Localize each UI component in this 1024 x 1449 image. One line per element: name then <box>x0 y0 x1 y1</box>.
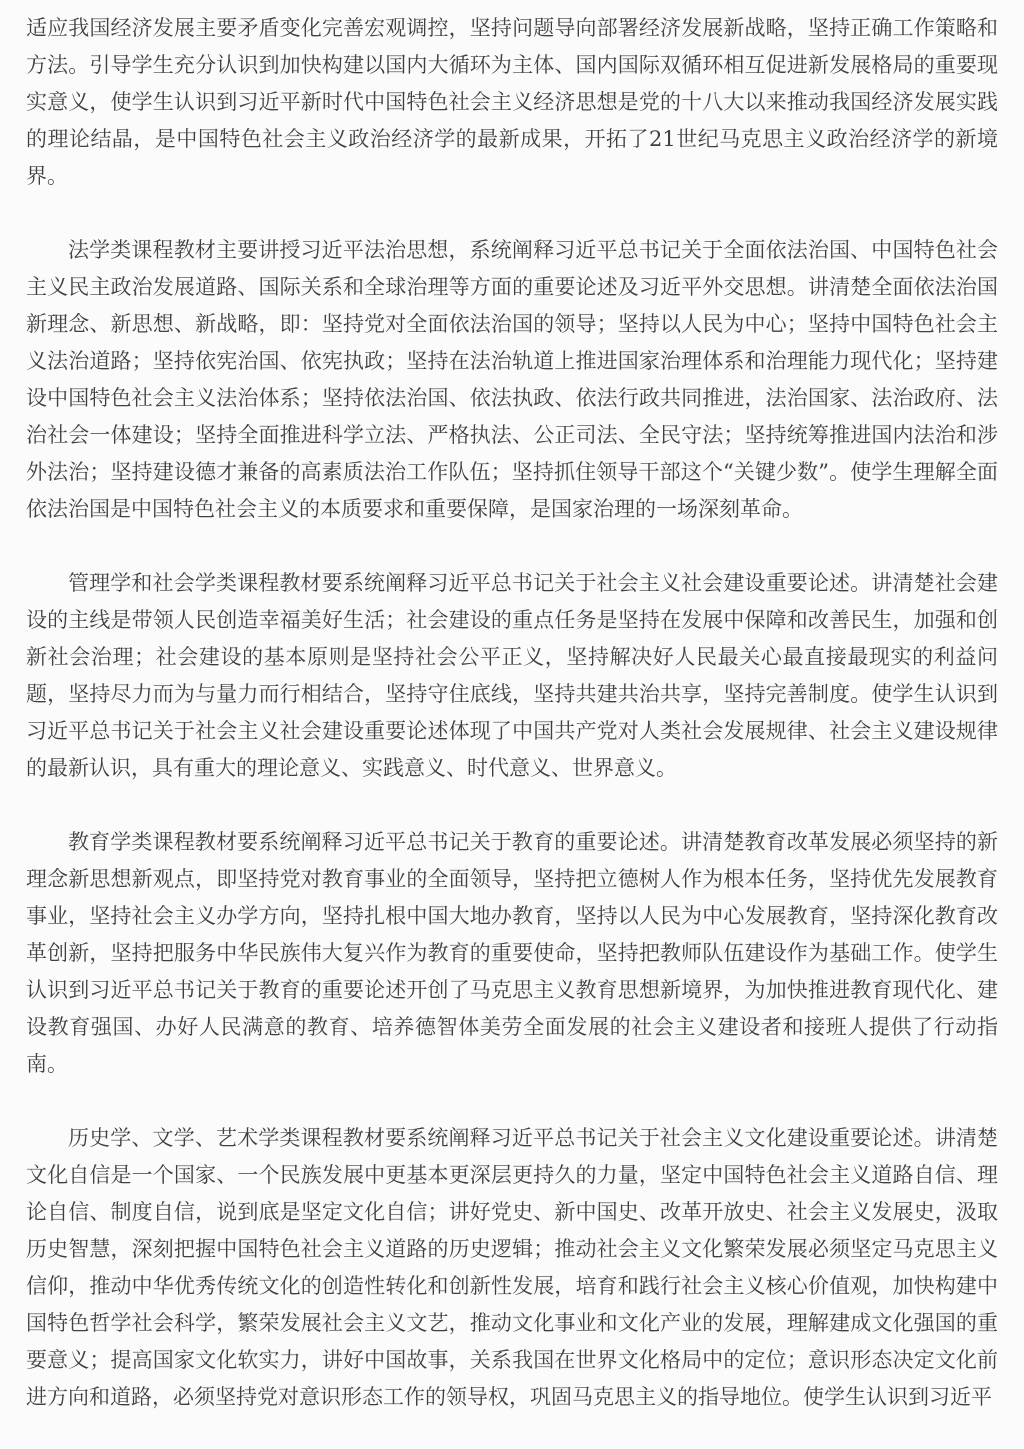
paragraph-economic-thought: 适应我国经济发展主要矛盾变化完善宏观调控，坚持问题导向部署经济发展新战略，坚持正确工作策略和方法。引导学生充分认识到加快构建以国内大循环为主体、国内国际双循环相互促进新发展格局的重要现实意义，使学生认识到习近平新时代中国特色社会主义经济思想是党的十八大以来推动我国经济发展实践的理论结晶，是中国特色社会主义政治经济学的最新成果，开拓了21世纪马克思主义政治经济学的新境界。 <box>26 16 998 188</box>
paragraph-education-courses: 教育学类课程教材要系统阐释习近平总书记关于教育的重要论述。讲清楚教育改革发展必须坚持的新理念新思想新观点，即坚持党对教育事业的全面领导，坚持把立德树人作为根本任务，坚持优先发展教育事业，坚持社会主义办学方向，坚持扎根中国大地办教育，坚持以人民为中心发展教育，坚持深化教育改革创新，坚持把服务中华民族伟大复兴作为教育的重要使命，坚持把教师队伍建设作为基础工作。使学生认识到习近平总书记关于教育的重要论述开创了马克思主义教育思想新境界，为加快推进教育现代化、建设教育强国、办好人民满意的教育、培养德智体美劳全面发展的社会主义建设者和接班人提供了行动指南。 <box>26 830 998 1076</box>
paragraph-management-sociology-courses: 管理学和社会学类课程教材要系统阐释习近平总书记关于社会主义社会建设重要论述。讲清楚社会建设的主线是带领人民创造幸福美好生活；社会建设的重点任务是坚持在发展中保障和改善民生，加强和创新社会治理；社会建设的基本原则是坚持社会公平正义，坚持解决好人民最关心最直接最现实的利益问题，坚持尽力而为与量力而行相结合，坚持守住底线，坚持共建共治共享，坚持完善制度。使学生认识到习近平总书记关于社会主义社会建设重要论述体现了中国共产党对人类社会发展规律、社会主义建设规律的最新认识，具有重大的理论意义、实践意义、时代意义、世界意义。 <box>26 571 998 780</box>
paragraph-history-literature-art-courses: 历史学、文学、艺术学类课程教材要系统阐释习近平总书记关于社会主义文化建设重要论述。讲清楚文化自信是一个国家、一个民族发展中更基本更深层更持久的力量，坚定中国特色社会主义道路自信、理论自信、制度自信，说到底是坚定文化自信；讲好党史、新中国史、改革开放史、社会主义发展史，汲取历史智慧，深刻把握中国特色社会主义道路的历史逻辑；推动社会主义文化繁荣发展必须坚定马克思主义信仰，推动中华优秀传统文化的创造性转化和创新性发展，培育和践行社会主义核心价值观，加快构建中国特色哲学社会科学，繁荣发展社会主义文艺，推动文化事业和文化产业的发展，理解建成文化强国的重要意义；提高国家文化软实力，讲好中国故事，关系我国在世界文化格局中的定位；意识形态决定文化前进方向和道路，必须坚持党对意识形态工作的领导权，巩固马克思主义的指导地位。使学生认识到习近平 <box>26 1126 998 1409</box>
paragraph-law-courses: 法学类课程教材主要讲授习近平法治思想，系统阐释习近平总书记关于全面依法治国、中国特色社会主义民主政治发展道路、国际关系和全球治理等方面的重要论述及习近平外交思想。讲清楚全面依法治国新理念、新思想、新战略，即：坚持党对全面依法治国的领导；坚持以人民为中心；坚持中国特色社会主义法治道路；坚持依宪治国、依宪执政；坚持在法治轨道上推进国家治理体系和治理能力现代化；坚持建设中国特色社会主义法治体系；坚持依法治国、依法执政、依法行政共同推进，法治国家、法治政府、法治社会一体建设；坚持全面推进科学立法、严格执法、公正司法、全民守法；坚持统筹推进国内法治和涉外法治；坚持建设德才兼备的高素质法治工作队伍；坚持抓住领导干部这个“关键少数”。使学生理解全面依法治国是中国特色社会主义的本质要求和重要保障，是国家治理的一场深刻革命。 <box>26 238 998 521</box>
